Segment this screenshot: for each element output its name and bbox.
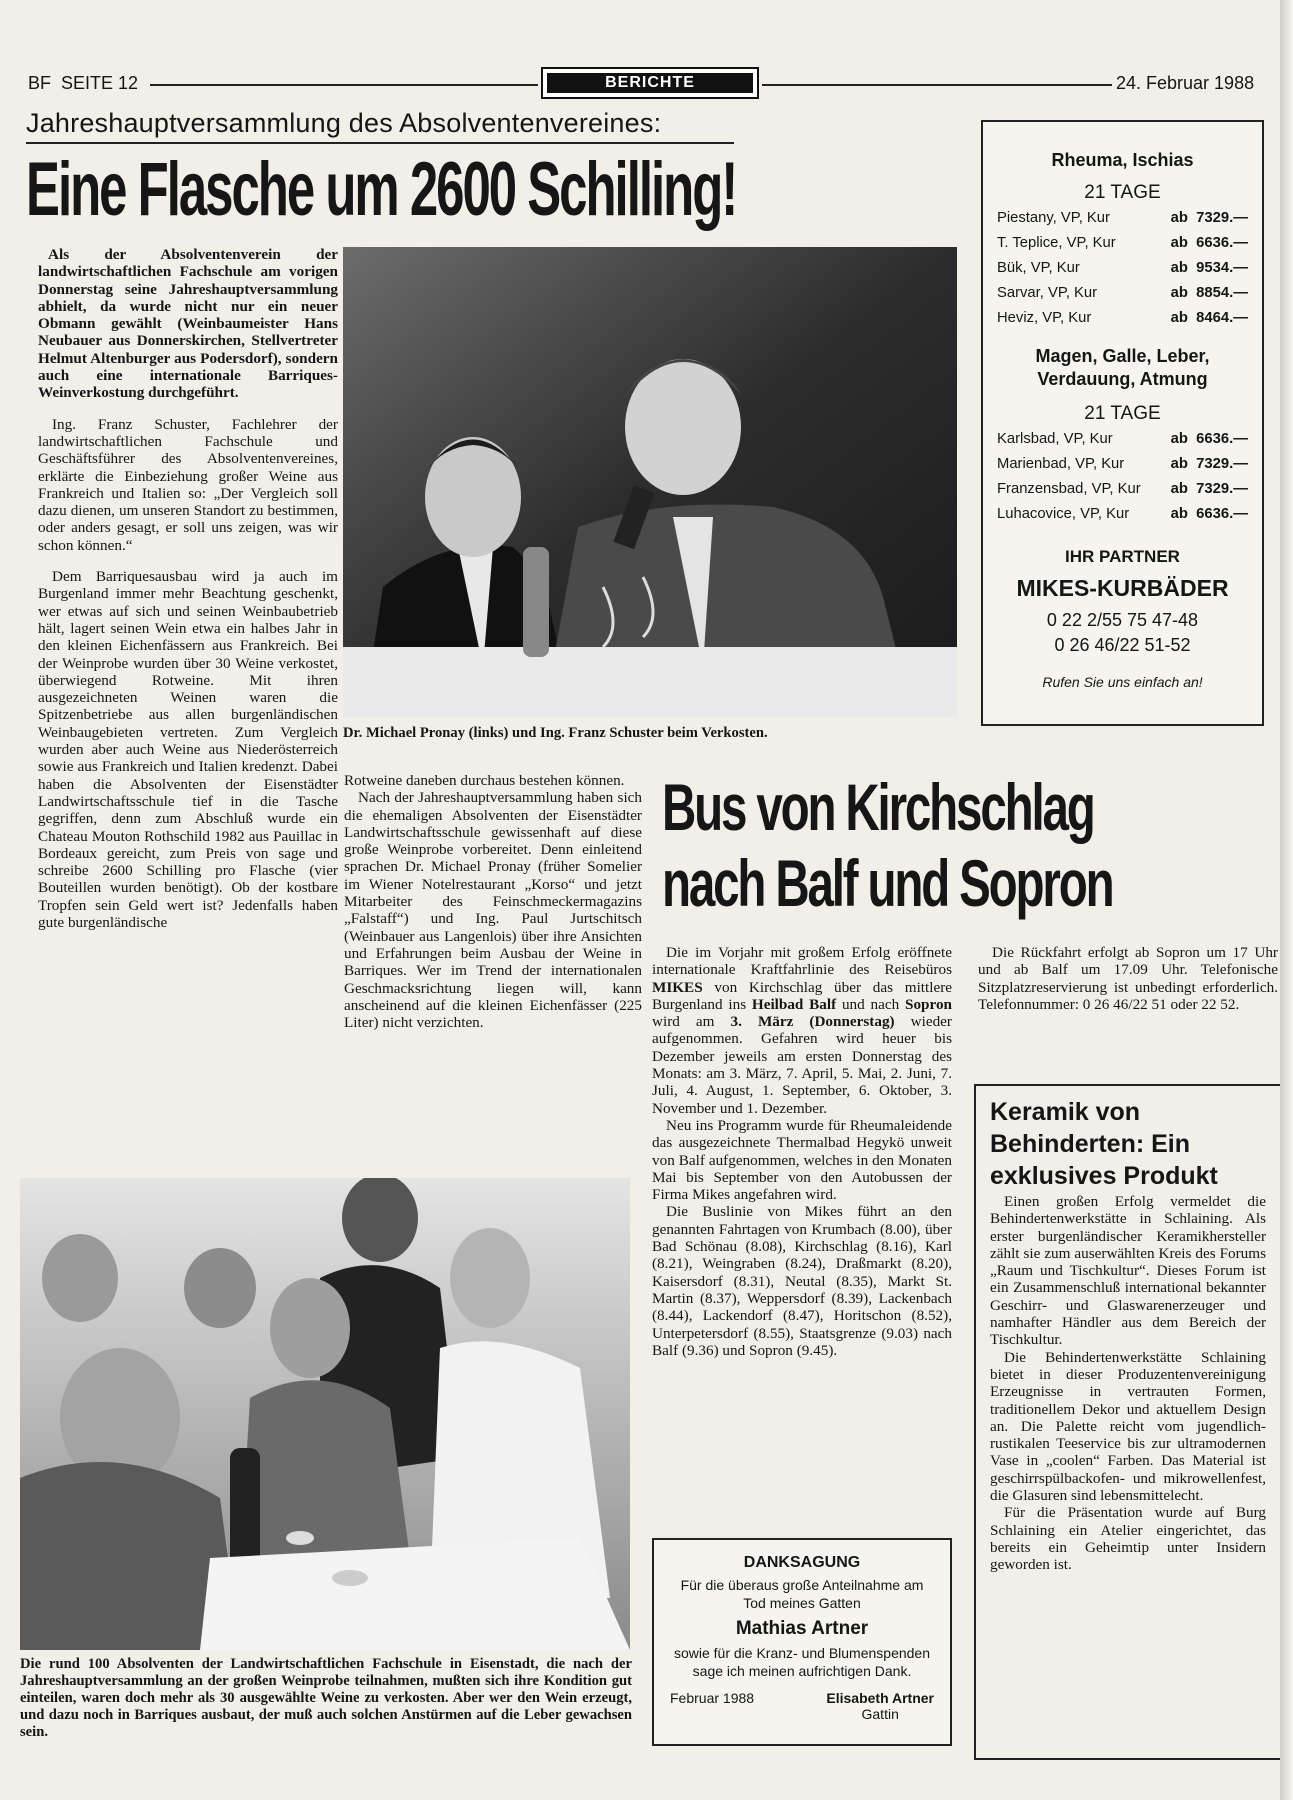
danksagung-signer: Elisabeth Artner	[826, 1690, 934, 1706]
danksagung-text: sowie für die Kranz- und Blumenspenden sage ich meinen aufrichtigen Dank.	[673, 1645, 931, 1679]
article1-lead: Als der Absolventenverein der landwirtschaftlichen Fachschule am vorigen Donnerstag seine Jahreshauptversammlung abhielt, da wurde nicht nur ein neuer Obmann gewählt (Weinbaumeister Hans Neubauer aus Donnerskirchen, Stellvertreter Helmut Altenburger aus Podersdorf), sondern auch eine internationale Barriques-Weinverkostung durchgeführt.	[38, 246, 338, 402]
article3-column	[990, 1193, 1266, 1574]
ad-destination: T. Teplice, VP, Kur	[997, 235, 1116, 251]
ad-price-row	[997, 231, 1248, 256]
article3-headline-line: Keramik von	[990, 1098, 1141, 1126]
ad-price-row	[997, 502, 1248, 527]
ad-price: ab 6636.—	[1170, 506, 1248, 522]
ad-price: ab 8464.—	[1170, 310, 1248, 326]
danksagung-footer	[670, 1690, 934, 1722]
danksagung-title: DANKSAGUNG	[743, 1554, 861, 1571]
article1-paragraph: Nach der Jahreshauptversammlung haben sich die ehemaligen Absolventen der Eisenstädter Landwirtschaftsschule gewissenhaft auf diese große Weinprobe vorbereitet. Denn einleitend sprachen Dr. Michael Pronay (früher Somelier im Wiener Notelrestaurant „Korso“ und jetzt Mitarbeiter des Feinschmeckermagazins „Falstaff“) und Ing. Paul Jurtschitsch (Weinbauer aus Langenlois) über ihre Ansichten und Erfahrungen beim Ausbau der Weine in Barriques. Wer im Trend der internationalen Geschmacksrichtung liegen will, kann anscheinend auf die kleinen Eichenfässer (225 Liter) nicht verzichten.	[344, 789, 642, 1032]
article1-paragraph: Rotweine daneben durchaus bestehen können.	[344, 772, 625, 789]
ad-days: 21 TAGE	[1084, 403, 1161, 424]
ad-price-row	[997, 452, 1248, 477]
article2-column2	[978, 944, 1278, 1013]
ad-price: ab 7329.—	[1170, 481, 1248, 497]
danksagung-date: Februar 1988	[670, 1690, 755, 1706]
article2-column1	[652, 944, 952, 1359]
danksagung-role: Gattin	[861, 1706, 899, 1722]
photo-graduates-image	[20, 1178, 630, 1650]
ad-destination: Sarvar, VP, Kur	[997, 285, 1098, 301]
danksagung-signature	[826, 1690, 934, 1722]
ad-title: Verdauung, Atmung	[1037, 369, 1208, 389]
article1-column2	[344, 772, 642, 1031]
ad-price-list	[997, 427, 1248, 527]
ad-partner: IHR PARTNER	[1065, 547, 1180, 566]
ad-price: ab 7329.—	[1170, 456, 1248, 472]
article3-headline-line: exklusives Produkt	[990, 1162, 1218, 1190]
ad-slogan: Rufen Sie uns einfach an!	[1042, 674, 1203, 690]
header-left: BF SEITE 12	[28, 73, 139, 93]
article1-headline: Eine Flasche um 2600 Schilling!	[26, 147, 737, 232]
article1-kicker: Jahreshauptversammlung des Absolventenvereines:	[26, 108, 662, 138]
article1-paragraph: Dem Barriquesausbau wird ja auch im Burgenland immer mehr Beachtung geschenkt, wer etwas auf sich und seinen Weinbaubetrieb hält, lagert seinen Wein etwa ein halbes Jahr in den kleinen Eichenfässern aus Frankreich. Bei der Weinprobe wurden über 30 Weine verkostet, überwiegend Rotweine. Mit ihren ausgezeichneten Weinen waren die Spitzenbetriebe aus allen burgenländischen Weinbaugebieten vertreten. Zum Vergleich wurden aber auch Weine aus Niederösterreich sowie aus Frankreich und Italien kredenzt. Dabei haben die Absolventen der Eisenstädter Landwirtschaftsschule tief in die Tasche gegriffen, denn zum Abschluß wurde ein Chateau Mouton Rothschild 1982 aus Pauillac in Bordeaux gereicht, zum Preis von sage und schreibe 2600 Schilling pro Flasche (vier Bouteillen wurden benötigt). Ob der kostbare Tropfen sein Geld wert ist? Jedenfalls haben gute burgenländische	[38, 568, 338, 931]
ad-title: Rheuma, Ischias	[1051, 150, 1194, 170]
ad-destination: Piestany, VP, Kur	[997, 210, 1110, 226]
danksagung-box	[652, 1538, 952, 1746]
ad-price: ab 7329.—	[1170, 210, 1248, 226]
photo-wine-tasting	[343, 247, 957, 717]
article3-paragraph: Die Behindertenwerkstätte Schlaining bietet in dieser Produzentenvereinigung Erzeugnisse in vertrauten Formen, traditionellem Dekor und aktuellem Design an. Die Palette reicht vom jugendlich-rustikalen Teeservice bis zur ultramodernen Vase in „coolen“ Farben. Das Material ist geschirrspülbackofen- und mikrowellenfest, die Glasuren sind lebensmittelecht.	[990, 1348, 1266, 1505]
ad-phone: 0 26 46/22 51-52	[1054, 635, 1191, 655]
ad-price-row	[997, 477, 1248, 502]
ad-destination: Bük, VP, Kur	[997, 260, 1080, 276]
danksagung-text: Für die überaus große Anteilnahme am Tod meines Gatten	[680, 1577, 924, 1611]
danksagung-name: Mathias Artner	[735, 1618, 869, 1639]
article1-column1	[38, 246, 338, 931]
ad-phone: 0 22 2/55 75 47-48	[1046, 610, 1199, 630]
header-rule-right	[762, 84, 1112, 86]
photo-wine-tasting-image	[343, 247, 957, 717]
article2-headline: Bus von Kirchschlag	[662, 770, 1094, 844]
ad-days: 21 TAGE	[1084, 182, 1161, 203]
photo-caption: Dr. Michael Pronay (links) und Ing. Franz Schuster beim Verkosten.	[343, 725, 768, 741]
article2-paragraph: Die Buslinie von Mikes führt an den genannten Fahrtagen von Krumbach (8.00), über Bad Schönau (8.08), Kirchschlag (8.16), Karl (8.21), Weingraben (8.24), Draßmarkt (8.20), Kaisersdorf (8.31), Neutal (8.35), Markt St. Martin (8.37), Weppersdorf (8.39), Lackenbach (8.44), Lackendorf (8.47), Horitschon (8.52), Unterpetersdorf (8.55), Staatsgrenze (9.03) nach Balf (9.36) und Sopron (9.45).	[652, 1203, 952, 1359]
ad-price: ab 6636.—	[1170, 431, 1248, 447]
ad-price: ab 8854.—	[1170, 285, 1248, 301]
ad-price-row	[997, 256, 1248, 281]
article2-paragraph: Die im Vorjahr mit großem Erfolg eröffnete internationale Kraftfahrlinie des Reisebüros MIKES von Kirchschlag über das mittlere Burgenland ins Heilbad Balf und nach Sopron wird am 3. März (Donnerstag) wieder aufgenommen. Gefahren wird heuer bis Dezember jeweils am ersten Donnerstag des Monats: am 3. März, 7. April, 5. Mai, 2. Juni, 7. Juli, 4. August, 1. September, 6. Oktober, 3. November und 1. Dezember.	[652, 944, 952, 1117]
header-date: 24. Februar 1988	[1116, 73, 1255, 93]
article2-paragraph: Neu ins Programm wurde für Rheumaleidende das ausgezeichnete Thermalbad Hegykö unweit von Balf aufgenommen, welches in den Monaten Mai bis September von den Autobussen der Firma Mikes angefahren wird.	[652, 1116, 952, 1204]
ad-price: ab 9534.—	[1170, 260, 1248, 276]
ad-destination: Luhacovice, VP, Kur	[997, 506, 1130, 522]
ad-kurbaeder	[981, 120, 1264, 726]
article1-paragraph: Ing. Franz Schuster, Fachlehrer der landwirtschaftlichen Fachschule und Geschäftsführer des Absolventenvereines, erklärte die Einbeziehung großer Weine aus Frankreich und Italien so: „Der Vergleich soll dazu dienen, um unseren Standort zu bestimmen, oder anders gesagt, er soll uns zeigen, was wir schon können.“	[38, 415, 338, 554]
section-label: BERICHTE	[547, 73, 753, 93]
ad-destination: Heviz, VP, Kur	[997, 310, 1092, 326]
article1-kicker-rule	[26, 142, 734, 144]
ad-destination: Franzensbad, VP, Kur	[997, 481, 1141, 497]
article2-headline: nach Balf und Sopron	[662, 846, 1113, 920]
ad-price-row	[997, 281, 1248, 306]
ad-brand: MIKES-KURBÄDER	[1016, 575, 1229, 601]
article3-headline-line: Behinderten: Ein	[990, 1130, 1191, 1158]
article3-paragraph: Einen großen Erfolg vermeldet die Behindertenwerkstätte in Schlaining. Als erster burgenländischer Keramikhersteller zählt sie zum auserwählten Kreis des Forums „Raum und Tischkultur“. Dieses Forum ist ein Zusammenschluß international bekannter Geschirr- und Glaswarenerzeuger und namhafter Händler aus dem Bereich der Tischkultur.	[990, 1193, 1266, 1349]
ad-destination: Karlsbad, VP, Kur	[997, 431, 1113, 447]
ad-destination: Marienbad, VP, Kur	[997, 456, 1125, 472]
section-banner	[541, 67, 759, 99]
header-rule-left	[150, 84, 538, 86]
article3-paragraph: Für die Präsentation wurde auf Burg Schlaining ein Atelier eingerichtet, das bereits ein Geheimtip unter Insidern geworden ist.	[990, 1504, 1266, 1574]
ad-price-list	[997, 206, 1248, 331]
ad-price-row	[997, 206, 1248, 231]
article2-paragraph: Die Rückfahrt erfolgt ab Sopron um 17 Uhr und ab Balf um 17.09 Uhr. Telefonische Sitzplatzreservierung ist unbedingt erforderlich. Telefonnummer: 0 26 46/22 51 oder 22 52.	[978, 944, 1278, 1013]
photo-caption: Die rund 100 Absolventen der Landwirtschaftlichen Fachschule in Eisenstadt, die nach der Jahreshauptversammlung an der großen Weinprobe teilnahmen, mußten sich ihre Kondition gut einteilen, waren doch mehr als 30 ausgewählte Weine zu verkosten. Aber wer den Wein erzeugt, und dazu noch in Barriques ausbaut, der muß auch solchen Anstürmen auf die Leber gewachsen sein.	[20, 1656, 632, 1740]
photo-graduates	[20, 1178, 630, 1650]
page-edge	[1280, 0, 1293, 1800]
ad-price-row	[997, 427, 1248, 452]
ad-price: ab 6636.—	[1170, 235, 1248, 251]
article3-headline	[990, 1096, 1218, 1192]
ad-title: Magen, Galle, Leber,	[1035, 346, 1210, 366]
ad-price-row	[997, 306, 1248, 331]
